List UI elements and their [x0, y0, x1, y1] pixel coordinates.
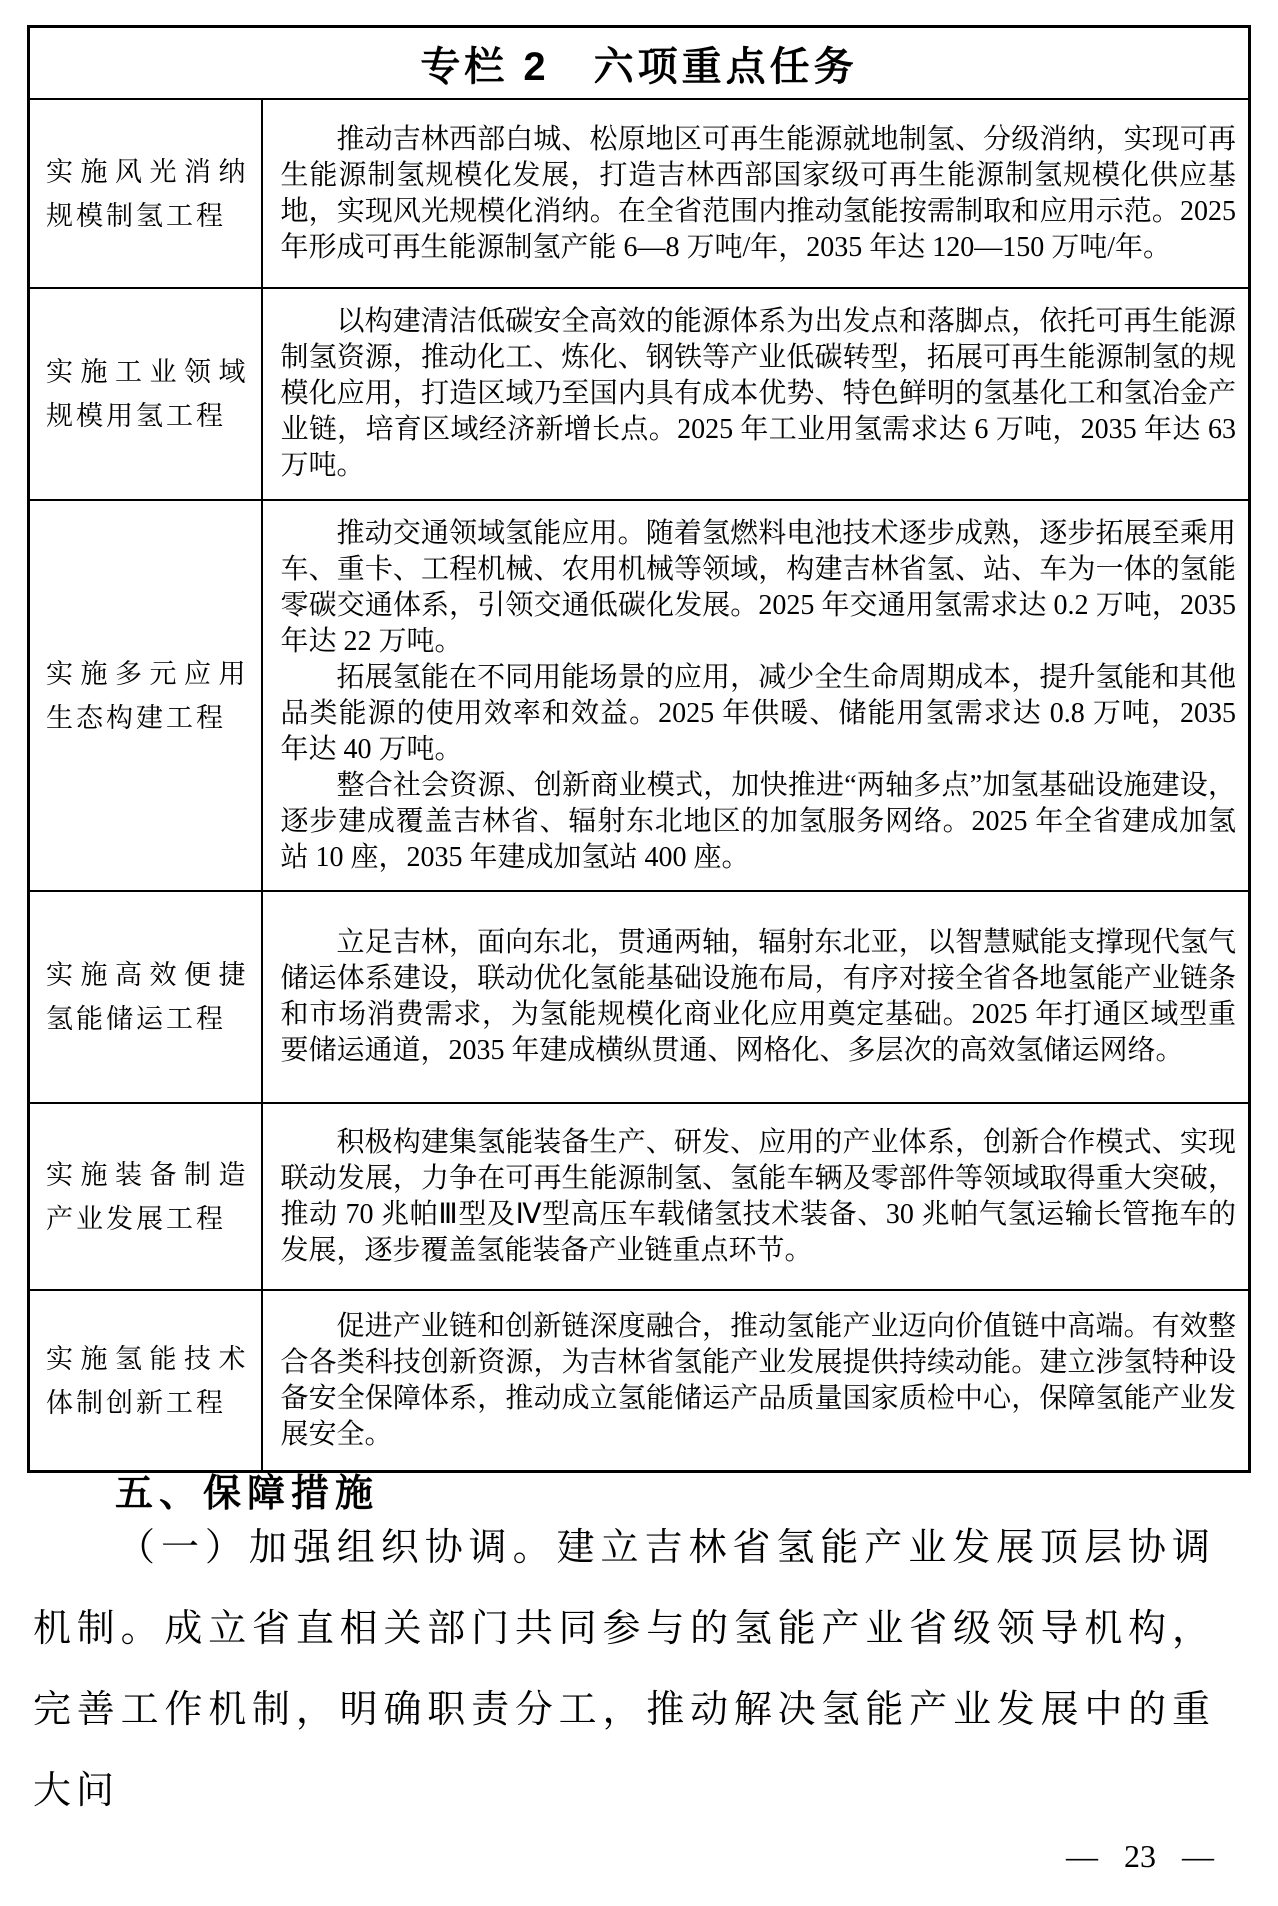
row-content	[262, 891, 1250, 1103]
key-tasks-table	[27, 25, 1251, 1473]
content-paragraph: 整合社会资源、创新商业模式，加快推进“两轴多点”加氢基础设施建设，逐步建成覆盖吉林省、辐射东北地区的加氢服务网络。2025 年全省建成加氢站 10 座，2035 年建成加氢站 400 座。	[280, 769, 1236, 873]
table-row	[29, 500, 1250, 891]
table-title: 专栏 2 六项重点任务	[29, 27, 1250, 100]
section-heading: 五、保障措施	[115, 1473, 380, 1515]
row-label: 实施风光消纳规模制氢工程	[29, 99, 262, 288]
content-paragraph: 立足吉林，面向东北，贯通两轴，辐射东北亚，以智慧赋能支撑现代氢气储运体系建设，联动优化氢能基础设施布局，有序对接全省各地氢能产业链条和市场消费需求，为氢能规模化商业化应用奠定基础。2025 年打通区域型重要储运通道，2035 年建成横纵贯通、网格化、多层次的高效氢储运网络。	[280, 927, 1236, 1066]
content-paragraph: 推动吉林西部白城、松原地区可再生能源就地制氢、分级消纳，实现可再生能源制氢规模化发展，打造吉林西部国家级可再生能源制氢规模化供应基地，实现风光规模化消纳。在全省范围内推动氢能按需制取和应用示范。2025 年形成可再生能源制氢产能 6—8 万吨/年，2035 年达 120—150 万吨/年。	[280, 123, 1236, 263]
row-label: 实施多元应用生态构建工程	[29, 500, 262, 891]
table-row	[29, 1290, 1250, 1472]
table-row	[29, 288, 1250, 500]
content-paragraph: 促进产业链和创新链深度融合，推动氢能产业迈向价值链中高端。有效整合各类科技创新资源，为吉林省氢能产业发展提供持续动能。建立涉氢特种设备安全保障体系，推动成立氢能储运产品质量国家质检中心，保障氢能产业发展安全。	[280, 1310, 1236, 1450]
content-paragraph: 推动交通领域氢能应用。随着氢燃料电池技术逐步成熟，逐步拓展至乘用车、重卡、工程机械、农用机械等领域，构建吉林省氢、站、车为一体的氢能零碳交通体系，引领交通低碳化发展。2025 年交通用氢需求达 0.2 万吨，2035 年达 22 万吨。	[280, 517, 1236, 657]
row-label: 实施氢能技术体制创新工程	[29, 1290, 262, 1472]
paragraph-lead: （一）加强组织协调。	[117, 1527, 557, 1569]
row-content	[262, 288, 1250, 500]
table-row	[29, 1103, 1250, 1290]
row-content	[262, 1290, 1250, 1472]
content-paragraph: 拓展氢能在不同用能场景的应用，减少全生命周期成本，提升氢能和其他品类能源的使用效率和效益。2025 年供暖、储能用氢需求达 0.8 万吨，2035 年达 40 万吨。	[280, 661, 1236, 765]
content-paragraph: 以构建清洁低碳安全高效的能源体系为出发点和落脚点，依托可再生能源制氢资源，推动化工、炼化、钢铁等产业低碳转型，拓展可再生能源制氢的规模化应用，打造区域乃至国内具有成本优势、特色鲜明的氢基化工和氢冶金产业链，培育区域经济新增长点。2025 年工业用氢需求达 6 万吨，2035 年达 63 万吨。	[280, 306, 1236, 481]
row-label: 实施高效便捷氢能储运工程	[29, 891, 262, 1103]
row-content	[262, 1103, 1250, 1290]
page-number-value: 23	[1124, 1838, 1156, 1874]
page-number	[1066, 1838, 1214, 1875]
page-number-dash-left: —	[1066, 1838, 1098, 1874]
row-content	[262, 99, 1250, 288]
table-row	[29, 891, 1250, 1103]
row-label: 实施装备制造产业发展工程	[29, 1103, 262, 1290]
paragraph-body: 建立吉林省氢能产业发展顶层协调机制。成立省直相关部门共同参与的氢能产业省级领导机构，完善工作机制，明确职责分工，推动解决氢能产业发展中的重大问	[33, 1527, 1215, 1812]
row-label: 实施工业领域规模用氢工程	[29, 288, 262, 500]
page-number-dash-right: —	[1182, 1838, 1214, 1874]
content-paragraph: 积极构建集氢能装备生产、研发、应用的产业体系，创新合作模式、实现联动发展，力争在可再生能源制氢、氢能车辆及零部件等领域取得重大突破，推动 70 兆帕Ⅲ型及Ⅳ型高压车载储氢技术装备、30 兆帕气氢运输长管拖车的发展，逐步覆盖氢能装备产业链重点环节。	[280, 1126, 1236, 1266]
section-paragraph	[33, 1508, 1215, 1832]
table-row	[29, 99, 1250, 288]
table-title-row	[29, 27, 1250, 100]
row-content	[262, 500, 1250, 891]
